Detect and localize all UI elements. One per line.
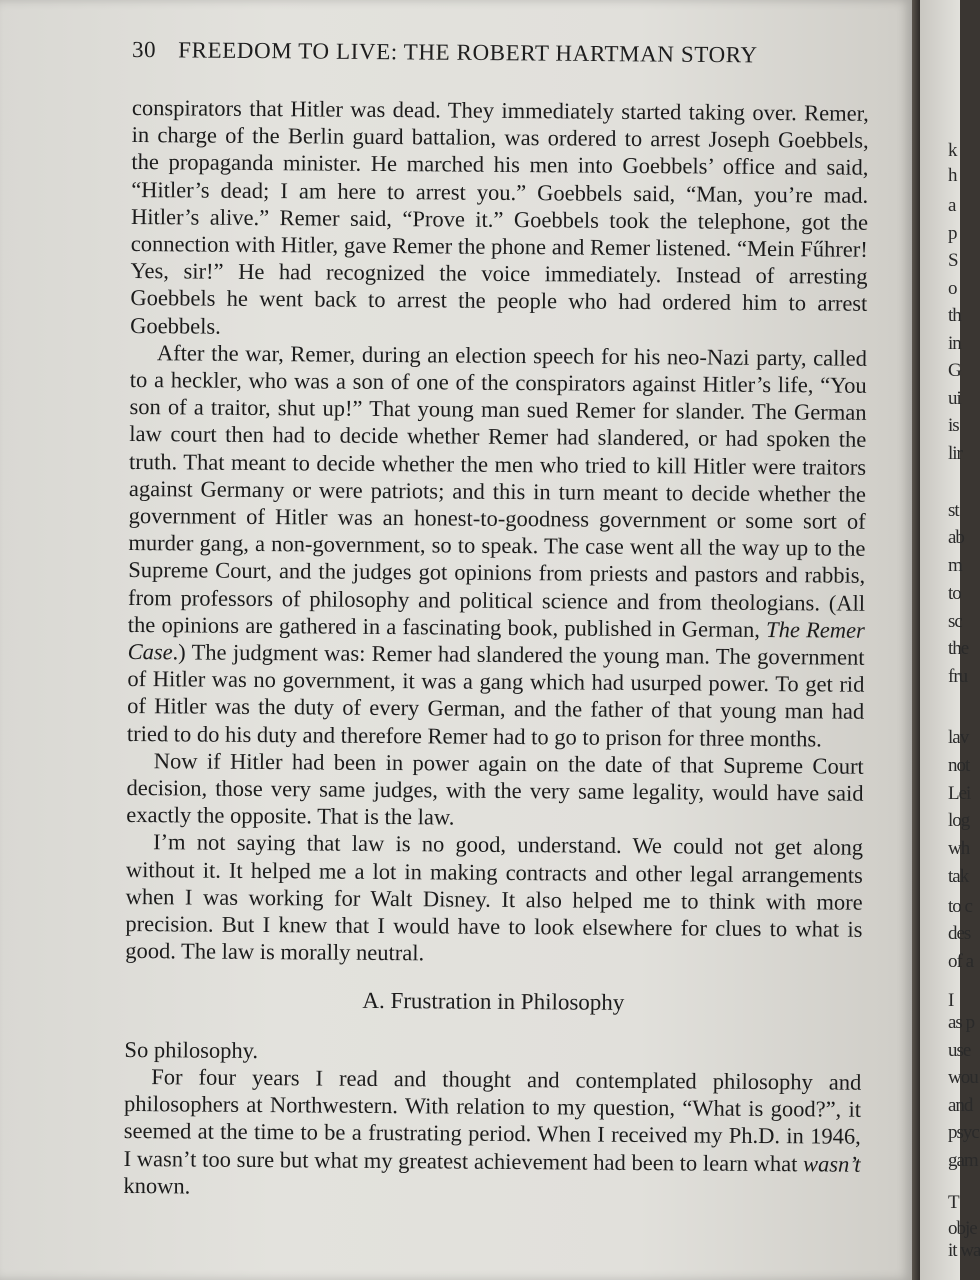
right-page-fragment: the bbox=[948, 638, 969, 659]
right-page-fragment: des bbox=[948, 923, 971, 944]
right-page-fragment: wou bbox=[948, 1067, 978, 1088]
right-page-fragment: wh bbox=[948, 838, 970, 859]
right-page-fragment: ab bbox=[948, 527, 964, 548]
emphasis-italic: wasn’t bbox=[803, 1150, 861, 1177]
right-page-fragment: it wa bbox=[948, 1240, 980, 1261]
running-header bbox=[132, 37, 832, 69]
paragraph-1: conspirators that Hitler was dead. They immediately started taking over. Remer, in charge of the Berlin guard battalion, was ordered to arrest Joseph Goebbels, the propaganda minister. He marched his men into Goebbels’ office and said, “Hitler’s dead; I am here to arrest you.” Goebbels said, “Man, you’re mad. Hitler’s alive.” Remer said, “Prove it.” Goebbels took the telephone, got the connection with Hitler, gave Remer the phone and Remer listened. “Mein Fűhrer! Yes, sir!” He had recognized the voice immediately. Instead of arresting Goebbels he went back to arrest the people who had ordered him to arrest Goebbels. bbox=[130, 94, 869, 339]
right-page-fragment: of a bbox=[948, 951, 974, 972]
book-spine-shadow bbox=[912, 0, 920, 1280]
right-page-fragment: T bbox=[948, 1192, 959, 1213]
book-page-right-edge bbox=[920, 0, 980, 1280]
section-paragraph-part-a: For four years I read and thought and contemplated philosophy and philosophers at Northwestern. With relation to my question, “What is good?”, it seemed at the time to be a frustrating period. When I received my Ph.D. in 1946, I wasn’t too sure but what my greatest achievement had been to learn what bbox=[123, 1064, 862, 1176]
right-page-fragment: sc bbox=[948, 611, 962, 632]
section-heading: A. Frustration in Philosophy bbox=[362, 987, 625, 1015]
paragraph-4: I’m not saying that law is no good, understand. We could not get along without it. It helped me a lot in making contracts and other legal arrangements when I was working for Walt Disney. It also helped me to think with more precision. But I knew that I would have to look elsewhere for clues to what is good. The law is morally neutral. bbox=[125, 829, 864, 966]
right-page-fragment: st bbox=[948, 500, 959, 521]
right-page-fragment: G bbox=[948, 360, 961, 381]
right-page-fragment: p bbox=[948, 223, 957, 244]
right-page-fragment: obje bbox=[948, 1218, 977, 1239]
right-page-fragment: lav bbox=[948, 727, 969, 748]
right-page-fragment: o bbox=[948, 278, 957, 299]
paragraph-2 bbox=[127, 339, 867, 753]
right-page-fragment: k bbox=[948, 140, 957, 161]
right-page-fragment: a bbox=[948, 195, 956, 216]
right-page-fragment: gam bbox=[948, 1150, 978, 1171]
right-page-fragment: I bbox=[948, 990, 954, 1011]
right-page-fragment: and bbox=[948, 1095, 973, 1116]
section-paragraph bbox=[123, 1063, 861, 1205]
right-page-fragment: as p bbox=[948, 1012, 975, 1033]
paragraph-2-part-b: .) The judgment was: Remer had slandered the young man. The government of Hitler was no government, it was a gang which had usurped power. To get rid of Hitler was the duty of every German, and the father of that young man had tried to do his duty and therefore Remer had to go to prison for three months. bbox=[126, 639, 865, 752]
right-page-fragment: psyc bbox=[948, 1122, 979, 1143]
right-page-fragment: not bbox=[948, 755, 970, 776]
right-page-fragment: th bbox=[948, 305, 961, 326]
right-page-fragment: to c bbox=[948, 896, 972, 917]
right-page-fragment: tak bbox=[948, 866, 969, 887]
right-page-fragment: lir bbox=[948, 443, 962, 464]
section-paragraph-part-b: known. bbox=[123, 1172, 191, 1199]
right-page-fragment: fru bbox=[948, 666, 968, 687]
page-number: 30 bbox=[131, 36, 157, 63]
right-page-fragment: log bbox=[948, 810, 970, 831]
right-page-fragment: ui bbox=[948, 388, 961, 409]
right-page-fragment: S bbox=[948, 250, 958, 271]
body-text bbox=[123, 94, 869, 1205]
right-page-fragment: Lei bbox=[948, 783, 971, 804]
right-page-fragment: is bbox=[948, 415, 959, 436]
right-page-fragment: h bbox=[948, 165, 957, 186]
right-page-fragment: in bbox=[948, 333, 961, 354]
running-title: FREEDOM TO LIVE: THE ROBERT HARTMAN STORY bbox=[178, 37, 758, 68]
right-page-fragment: m bbox=[948, 555, 962, 576]
paragraph-3: Now if Hitler had been in power again on the date of that Supreme Court decision, those very same judges, with the very same legality, would have said exactly the opposite. That is the law. bbox=[126, 748, 864, 830]
paragraph-2-part-a: After the war, Remer, during an election speech for his neo-Nazi party, called to a heckler, who was a son of one of the conspirators against Hitler’s life, “You son of a traitor, shut up!” That young man sued Remer for slander. The German law court then had to decide whether Remer had slandered, or had spoken the truth. That meant to decide whether the men who tried to kill Hitler were traitors against Germany or were patriots; and this in turn meant to decide whether the government of Hitler was an honest-to-goodness government or some sort of murder gang, a non-government, so to speak. The case went all the way up to the Supreme Court, and the judges got opinions from priests and pastors and rabbis, from professors of philosophy and political science and from theologians. (All the opinions are gathered in a fascinating book, published in German, bbox=[127, 340, 868, 642]
book-title-italic: The Remer Case bbox=[127, 616, 865, 665]
right-page-fragment: to bbox=[948, 583, 961, 604]
section-opening-line: So philosophy. bbox=[124, 1036, 259, 1063]
right-page-fragment: use bbox=[948, 1040, 971, 1061]
